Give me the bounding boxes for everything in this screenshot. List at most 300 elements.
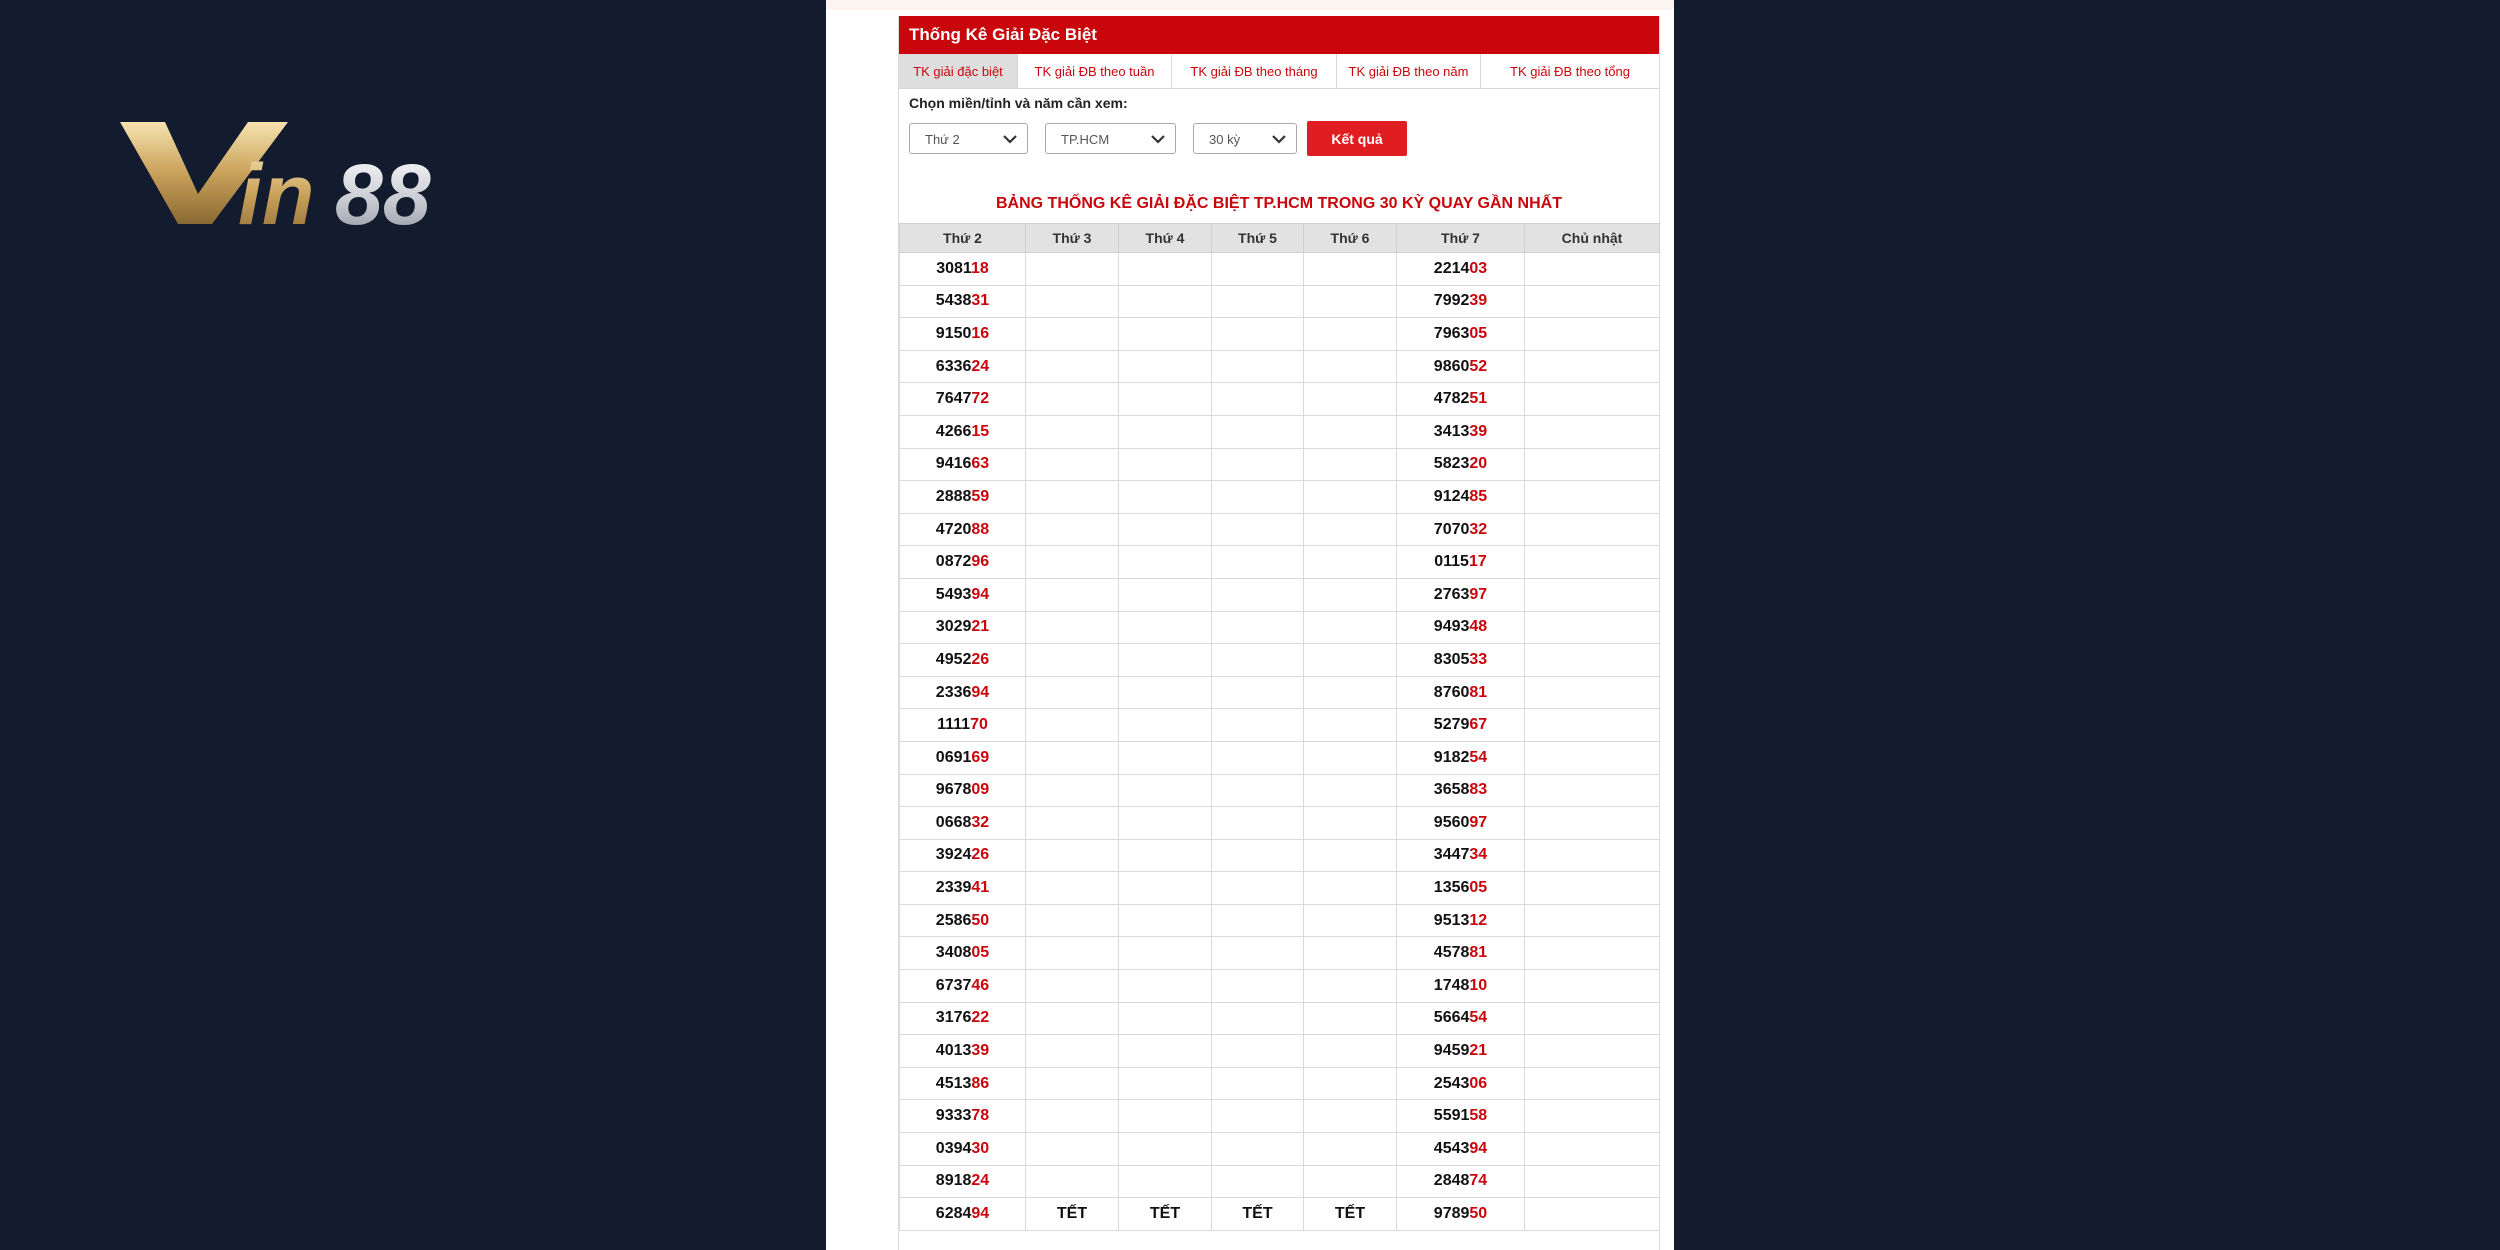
col-header-friday: Thứ 6 (1304, 224, 1397, 253)
prize-number-head: 4782 (1433, 390, 1470, 408)
prize-number-head: 7647 (935, 390, 972, 408)
prize-number-tail: 06 (1469, 1074, 1488, 1092)
prize-number-head: 5493 (935, 585, 972, 603)
wednesday-cell (1119, 318, 1212, 351)
saturday-cell (1397, 383, 1525, 416)
table-row (900, 807, 1660, 840)
tuesday-cell (1026, 676, 1119, 709)
thursday-cell (1212, 676, 1304, 709)
prize-number-tail: 86 (971, 1074, 990, 1092)
prize-number-tail: 22 (971, 1009, 990, 1027)
prize-number-head: 3081 (936, 259, 971, 277)
prize-number-tail: 34 (1469, 846, 1488, 864)
prize-number-head: 1111 (937, 716, 971, 734)
friday-cell (1304, 676, 1397, 709)
tuesday-cell (1026, 1035, 1119, 1068)
prize-number-tail: 94 (971, 585, 990, 603)
prize-number-head: 3176 (935, 1009, 972, 1027)
vin88-logo (120, 112, 500, 237)
table-row (900, 383, 1660, 416)
sunday-cell (1525, 774, 1660, 807)
thursday-cell (1212, 611, 1304, 644)
sunday-cell (1525, 546, 1660, 579)
monday-cell (900, 970, 1026, 1003)
table-row (900, 546, 1660, 579)
tuesday-cell (1026, 1133, 1119, 1166)
wednesday-cell (1119, 1100, 1212, 1133)
monday-cell (900, 1198, 1026, 1231)
table-row (900, 741, 1660, 774)
thursday-cell (1212, 318, 1304, 351)
friday-cell (1304, 546, 1397, 579)
monday-cell (900, 415, 1026, 448)
saturday-cell (1397, 839, 1525, 872)
sunday-cell (1525, 872, 1660, 905)
sunday-cell (1525, 741, 1660, 774)
wednesday-cell (1119, 709, 1212, 742)
table-header-row (900, 224, 1660, 253)
table-row (900, 644, 1660, 677)
prize-number-tail: 26 (971, 846, 990, 864)
table-row (900, 676, 1660, 709)
wednesday-cell (1119, 481, 1212, 514)
thursday-cell (1212, 383, 1304, 416)
tuesday-cell (1026, 578, 1119, 611)
prize-number-tail: 41 (971, 879, 990, 897)
prize-number-tail: 05 (1469, 879, 1488, 897)
sunday-cell (1525, 1002, 1660, 1035)
prize-number-head: 5664 (1433, 1009, 1470, 1027)
prize-number-tail: 81 (1469, 683, 1488, 701)
wednesday-cell (1119, 970, 1212, 1003)
thursday-cell (1212, 937, 1304, 970)
monday-cell (900, 1002, 1026, 1035)
tuesday-cell (1026, 1002, 1119, 1035)
prize-number-head: 6336 (935, 357, 972, 375)
saturday-cell (1397, 937, 1525, 970)
province-select[interactable] (1045, 123, 1176, 154)
prize-number-tail: 03 (1469, 259, 1488, 277)
prize-number-head: 0872 (935, 553, 972, 571)
prize-number-head: 9150 (935, 324, 972, 342)
tab-by-week[interactable]: TK giải ĐB theo tuần (1018, 54, 1172, 88)
thursday-cell: TẾT (1212, 1198, 1304, 1231)
prize-number-head: 2336 (935, 683, 972, 701)
prize-number-head: 6737 (935, 976, 972, 994)
tuesday-cell (1026, 611, 1119, 644)
prize-number-tail: 97 (1469, 585, 1488, 603)
friday-cell (1304, 1002, 1397, 1035)
table-row (900, 1165, 1660, 1198)
wednesday-cell (1119, 611, 1212, 644)
sunday-cell (1525, 1100, 1660, 1133)
prize-number-tail: 81 (1469, 944, 1488, 962)
tuesday-cell (1026, 383, 1119, 416)
thursday-cell (1212, 1002, 1304, 1035)
wednesday-cell (1119, 839, 1212, 872)
monday-cell (900, 1067, 1026, 1100)
sunday-cell (1525, 970, 1660, 1003)
prize-number-head: 3413 (1433, 422, 1470, 440)
prize-number-head: 1748 (1433, 976, 1470, 994)
thursday-cell (1212, 546, 1304, 579)
thursday-cell (1212, 578, 1304, 611)
sunday-cell (1525, 1067, 1660, 1100)
wednesday-cell: TẾT (1119, 1198, 1212, 1231)
prize-number-head: 5823 (1433, 455, 1470, 473)
saturday-cell (1397, 318, 1525, 351)
friday-cell (1304, 285, 1397, 318)
prize-number-tail: 17 (1468, 553, 1487, 571)
friday-cell (1304, 415, 1397, 448)
prize-number-tail: 33 (1469, 650, 1488, 668)
prize-number-tail: 39 (1469, 292, 1488, 310)
monday-cell (900, 383, 1026, 416)
tuesday-cell: TẾT (1026, 1198, 1119, 1231)
friday-cell (1304, 1035, 1397, 1068)
thursday-cell (1212, 1133, 1304, 1166)
prize-number-tail: 32 (971, 813, 990, 831)
wednesday-cell (1119, 676, 1212, 709)
monday-cell (900, 676, 1026, 709)
prize-number-head: 4513 (935, 1074, 972, 1092)
table-row (900, 481, 1660, 514)
prize-number-tail: 18 (970, 259, 989, 277)
saturday-cell (1397, 415, 1525, 448)
prize-number-tail: 54 (1469, 748, 1488, 766)
tuesday-cell (1026, 709, 1119, 742)
thursday-cell (1212, 839, 1304, 872)
tuesday-cell (1026, 1100, 1119, 1133)
saturday-cell (1397, 741, 1525, 774)
prize-number-tail: 88 (971, 520, 990, 538)
wednesday-cell (1119, 807, 1212, 840)
prize-number-tail: 54 (1469, 1009, 1488, 1027)
tab-special-prize[interactable]: TK giải đặc biệt (899, 54, 1018, 88)
saturday-cell (1397, 1198, 1525, 1231)
saturday-cell (1397, 1165, 1525, 1198)
saturday-cell (1397, 872, 1525, 905)
table-row (900, 709, 1660, 742)
prize-number-tail: 21 (971, 618, 990, 636)
saturday-cell (1397, 285, 1525, 318)
top-strip (826, 0, 1674, 10)
prize-number-head: 5279 (1433, 716, 1470, 734)
wednesday-cell (1119, 1035, 1212, 1068)
saturday-cell (1397, 481, 1525, 514)
table-row (900, 285, 1660, 318)
prize-number-tail: 85 (1469, 487, 1488, 505)
thursday-cell (1212, 448, 1304, 481)
friday-cell (1304, 709, 1397, 742)
tuesday-cell (1026, 904, 1119, 937)
friday-cell (1304, 839, 1397, 872)
thursday-cell (1212, 1067, 1304, 1100)
friday-cell (1304, 807, 1397, 840)
thursday-cell (1212, 904, 1304, 937)
saturday-cell (1397, 350, 1525, 383)
monday-cell (900, 709, 1026, 742)
col-header-thursday: Thứ 5 (1212, 224, 1304, 253)
monday-cell (900, 807, 1026, 840)
prize-number-tail: 74 (1469, 1172, 1488, 1190)
table-row (900, 253, 1660, 286)
table-row (900, 578, 1660, 611)
prize-number-tail: 05 (971, 944, 990, 962)
prize-number-head: 2848 (1433, 1172, 1470, 1190)
tuesday-cell (1026, 513, 1119, 546)
friday-cell (1304, 774, 1397, 807)
prize-number-head: 7963 (1433, 324, 1470, 342)
table-row (900, 611, 1660, 644)
monday-cell (900, 285, 1026, 318)
saturday-cell (1397, 1100, 1525, 1133)
thursday-cell (1212, 1165, 1304, 1198)
prize-number-tail: 39 (1469, 422, 1488, 440)
prize-number-head: 9678 (935, 781, 972, 799)
prize-number-head: 4543 (1433, 1139, 1470, 1157)
monday-cell (900, 741, 1026, 774)
prize-number-tail: 97 (1469, 813, 1488, 831)
vin88-logo-graphic (120, 112, 500, 237)
prize-number-head: 9493 (1433, 618, 1470, 636)
sunday-cell (1525, 611, 1660, 644)
sunday-cell (1525, 644, 1660, 677)
tuesday-cell (1026, 807, 1119, 840)
friday-cell: TẾT (1304, 1198, 1397, 1231)
sunday-cell (1525, 1035, 1660, 1068)
tuesday-cell (1026, 839, 1119, 872)
svg-text:in: in (238, 147, 315, 237)
sunday-cell (1525, 513, 1660, 546)
wednesday-cell (1119, 448, 1212, 481)
prize-number-tail: 51 (1469, 390, 1488, 408)
monday-cell (900, 253, 1026, 286)
tuesday-cell (1026, 644, 1119, 677)
prize-number-head: 3447 (1433, 846, 1470, 864)
prize-number-head: 0691 (935, 748, 972, 766)
prize-number-tail: 46 (971, 976, 990, 994)
prize-number-head: 9560 (1433, 813, 1470, 831)
monday-cell (900, 481, 1026, 514)
prize-number-head: 2214 (1433, 259, 1470, 277)
prize-number-tail: 12 (1469, 911, 1488, 929)
saturday-cell (1397, 578, 1525, 611)
tuesday-cell (1026, 448, 1119, 481)
prize-number-tail: 58 (1469, 1107, 1488, 1125)
prize-number-tail: 05 (1469, 324, 1488, 342)
prize-number-tail: 48 (1469, 618, 1488, 636)
prize-number-tail: 15 (971, 422, 990, 440)
wednesday-cell (1119, 1133, 1212, 1166)
friday-cell (1304, 253, 1397, 286)
wednesday-cell (1119, 1002, 1212, 1035)
prize-number-tail: 39 (971, 1042, 990, 1060)
wednesday-cell (1119, 253, 1212, 286)
tab-by-month[interactable]: TK giải ĐB theo tháng (1172, 54, 1337, 88)
saturday-cell (1397, 774, 1525, 807)
prize-number-tail: 26 (971, 650, 990, 668)
svg-text:88: 88 (335, 147, 431, 237)
sunday-cell (1525, 253, 1660, 286)
prize-number-tail: 31 (971, 292, 990, 310)
panel-title: Thống Kê Giải Đặc Biệt (899, 16, 1659, 54)
thursday-cell (1212, 970, 1304, 1003)
day-select[interactable] (909, 123, 1028, 154)
thursday-cell (1212, 807, 1304, 840)
saturday-cell (1397, 1002, 1525, 1035)
prize-number-head: 2586 (935, 911, 972, 929)
prize-number-head: 7992 (1433, 292, 1470, 310)
monday-cell (900, 839, 1026, 872)
prize-number-tail: 94 (971, 1205, 990, 1223)
prize-number-head: 4266 (935, 422, 972, 440)
table-row (900, 350, 1660, 383)
table-row (900, 1067, 1660, 1100)
monday-cell (900, 318, 1026, 351)
prize-number-tail: 10 (1469, 976, 1488, 994)
wednesday-cell (1119, 904, 1212, 937)
monday-cell (900, 937, 1026, 970)
result-button[interactable]: Kết quả (1307, 121, 1407, 156)
table-row (900, 318, 1660, 351)
tuesday-cell (1026, 350, 1119, 383)
prize-number-tail: 52 (1469, 357, 1488, 375)
chevron-down-icon (1151, 133, 1165, 145)
sunday-cell (1525, 904, 1660, 937)
friday-cell (1304, 350, 1397, 383)
col-header-sunday: Chủ nhật (1525, 224, 1660, 253)
sunday-cell (1525, 578, 1660, 611)
stats-tabs (899, 54, 1659, 89)
tuesday-cell (1026, 415, 1119, 448)
friday-cell (1304, 318, 1397, 351)
friday-cell (1304, 611, 1397, 644)
monday-cell (900, 904, 1026, 937)
thursday-cell (1212, 774, 1304, 807)
col-header-saturday: Thứ 7 (1397, 224, 1525, 253)
monday-cell (900, 872, 1026, 905)
draw-count-select-value: 30 kỳ (1209, 132, 1241, 147)
prize-number-head: 9182 (1433, 748, 1470, 766)
monday-cell (900, 1165, 1026, 1198)
monday-cell (900, 546, 1026, 579)
thursday-cell (1212, 1035, 1304, 1068)
tab-by-total[interactable]: TK giải ĐB theo tổng (1481, 54, 1659, 88)
prize-number-head: 6284 (935, 1205, 972, 1223)
saturday-cell (1397, 546, 1525, 579)
wednesday-cell (1119, 741, 1212, 774)
sunday-cell (1525, 839, 1660, 872)
friday-cell (1304, 644, 1397, 677)
table-row (900, 415, 1660, 448)
tuesday-cell (1026, 253, 1119, 286)
chevron-down-icon (1003, 133, 1017, 145)
prize-number-head: 8760 (1433, 683, 1470, 701)
prize-number-tail: 30 (971, 1139, 990, 1157)
saturday-cell (1397, 1035, 1525, 1068)
prize-number-head: 3658 (1433, 781, 1470, 799)
monday-cell (900, 513, 1026, 546)
prize-number-head: 2543 (1433, 1074, 1470, 1092)
prize-number-tail: 21 (1469, 1042, 1488, 1060)
friday-cell (1304, 513, 1397, 546)
tuesday-cell (1026, 774, 1119, 807)
thursday-cell (1212, 285, 1304, 318)
tuesday-cell (1026, 318, 1119, 351)
tab-by-year[interactable]: TK giải ĐB theo năm (1337, 54, 1481, 88)
prize-number-head: 4578 (1433, 944, 1470, 962)
prize-number-head: 7070 (1433, 520, 1470, 538)
table-row (900, 839, 1660, 872)
prize-number-head: 0394 (935, 1139, 972, 1157)
tuesday-cell (1026, 546, 1119, 579)
thursday-cell (1212, 872, 1304, 905)
sunday-cell (1525, 676, 1660, 709)
prize-number-head: 2888 (935, 487, 972, 505)
wednesday-cell (1119, 383, 1212, 416)
thursday-cell (1212, 1100, 1304, 1133)
prize-number-head: 9124 (1433, 487, 1470, 505)
wednesday-cell (1119, 937, 1212, 970)
tuesday-cell (1026, 285, 1119, 318)
prize-number-tail: 32 (1469, 520, 1488, 538)
friday-cell (1304, 383, 1397, 416)
table-row (900, 448, 1660, 481)
table-title: BẢNG THỐNG KÊ GIẢI ĐẶC BIỆT TP.HCM TRONG 30 KỲ QUAY GẦN NHẤT (996, 195, 1562, 212)
prize-number-tail: 20 (1469, 455, 1488, 473)
prize-number-head: 8305 (1433, 650, 1470, 668)
prize-number-head: 9333 (935, 1107, 972, 1125)
sunday-cell (1525, 709, 1660, 742)
prize-number-tail: 09 (971, 781, 990, 799)
saturday-cell (1397, 709, 1525, 742)
friday-cell (1304, 937, 1397, 970)
wednesday-cell (1119, 546, 1212, 579)
province-select-value: TP.HCM (1061, 132, 1110, 147)
day-select-value: Thứ 2 (925, 132, 960, 147)
sunday-cell (1525, 1198, 1660, 1231)
sunday-cell (1525, 448, 1660, 481)
friday-cell (1304, 741, 1397, 774)
saturday-cell (1397, 1067, 1525, 1100)
draw-count-select[interactable] (1193, 123, 1297, 154)
saturday-cell (1397, 676, 1525, 709)
prize-number-tail: 24 (971, 357, 990, 375)
table-row (900, 1035, 1660, 1068)
prize-number-head: 1356 (1433, 879, 1470, 897)
sunday-cell (1525, 383, 1660, 416)
sunday-cell (1525, 350, 1660, 383)
wednesday-cell (1119, 578, 1212, 611)
sunday-cell (1525, 937, 1660, 970)
table-row (900, 1133, 1660, 1166)
monday-cell (900, 350, 1026, 383)
prize-number-head: 9860 (1433, 357, 1470, 375)
prize-number-head: 2763 (1433, 585, 1470, 603)
thursday-cell (1212, 253, 1304, 286)
prize-number-tail: 67 (1469, 716, 1488, 734)
thursday-cell (1212, 513, 1304, 546)
friday-cell (1304, 1067, 1397, 1100)
prize-number-tail: 83 (1469, 781, 1488, 799)
prize-number-head: 5438 (935, 292, 972, 310)
prize-number-tail: 16 (971, 324, 990, 342)
friday-cell (1304, 481, 1397, 514)
monday-cell (900, 1133, 1026, 1166)
wednesday-cell (1119, 774, 1212, 807)
wednesday-cell (1119, 285, 1212, 318)
